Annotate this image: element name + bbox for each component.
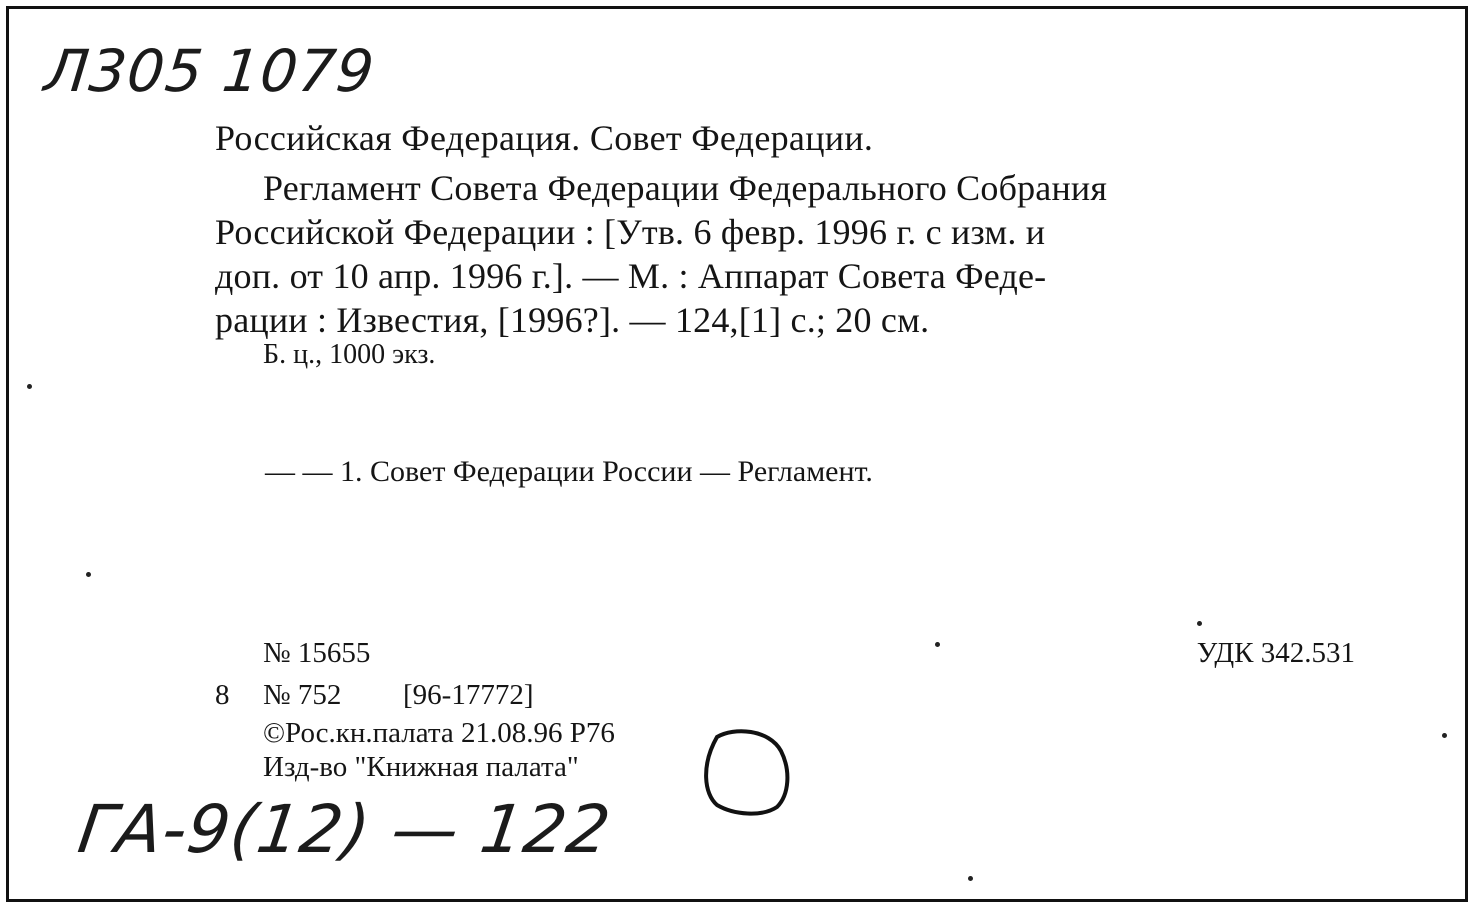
description-line-4: рации : Известия, [1996?]. — 124,[1] с.; 20 см. bbox=[215, 300, 930, 340]
card-heading: Российская Федерация. Совет Федерации. bbox=[215, 118, 874, 158]
record-number-2: № 752 bbox=[263, 679, 342, 711]
speck-2 bbox=[935, 642, 940, 647]
handwritten-top-code: Л305 1079 bbox=[41, 37, 378, 105]
description-line-2: Российской Федерации : [Утв. 6 февр. 1996 г. с изм. и bbox=[215, 212, 1046, 252]
speck-1 bbox=[1197, 621, 1202, 626]
subject-entry: — — 1. Совет Федерации России — Регламент. bbox=[265, 455, 873, 488]
catalog-card bbox=[6, 6, 1468, 902]
circle-stamp-icon bbox=[699, 725, 793, 817]
bracket-code: [96-17772] bbox=[403, 679, 534, 711]
copyright-line: ©Рос.кн.палата 21.08.96 Р76 bbox=[263, 717, 615, 749]
index-prefix: 8 bbox=[215, 679, 230, 711]
speck-3 bbox=[968, 876, 973, 881]
udk-code: УДК 342.531 bbox=[1196, 637, 1355, 669]
speck-4 bbox=[1442, 733, 1447, 738]
record-number: № 15655 bbox=[263, 637, 371, 669]
description-line-3: доп. от 10 апр. 1996 г.]. — М. : Аппарат Совета Феде- bbox=[215, 256, 1047, 296]
speck-5 bbox=[86, 572, 91, 577]
price-note: Б. ц., 1000 экз. bbox=[263, 339, 436, 370]
description-line-1: Регламент Совета Федерации Федерального Собрания bbox=[263, 168, 1108, 208]
publisher-line: Изд-во "Книжная палата" bbox=[263, 751, 579, 783]
speck-6 bbox=[27, 384, 32, 389]
handwritten-bottom-code: ГА-9(12) — 122 bbox=[73, 791, 616, 868]
